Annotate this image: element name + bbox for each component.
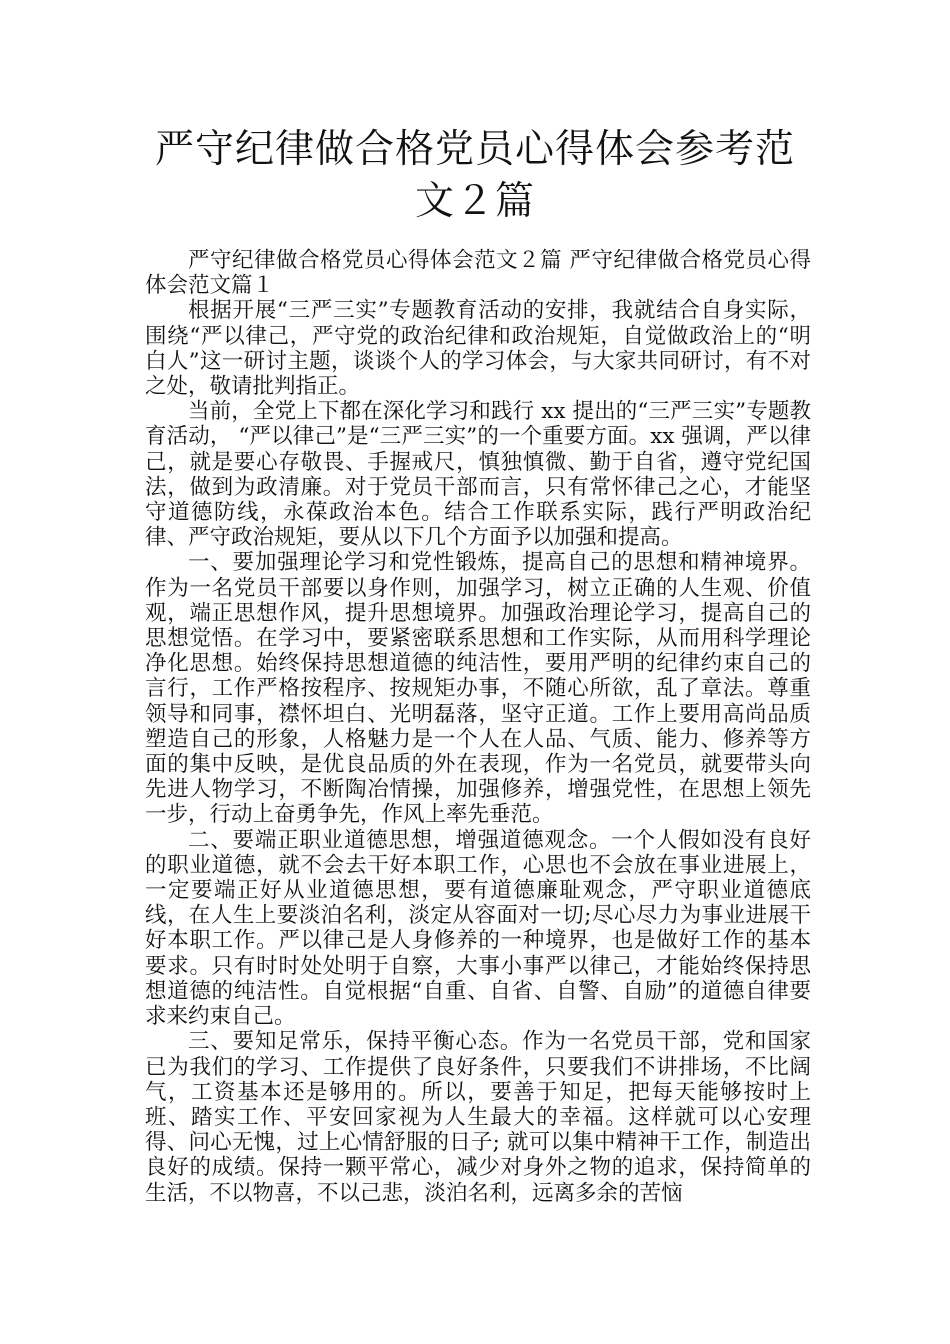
document-body (145, 248, 811, 1206)
paragraph-intro: 严守纪律做合格党员心得体会范文２篇 严守纪律做合格党员心得体会范文篇１ (145, 248, 811, 299)
paragraph-background: 根据开展“三严三实”专题教育活动的安排，我就结合自身实际，围绕“严以律己，严守党的政治纪律和政治规矩，自觉做政治上的“明白人”这一研讨主题，谈谈个人的学习体会，与大家共同研讨，有不对之处，敬请批判指正。 (145, 298, 811, 400)
paragraph-point-two: 二、要端正职业道德思想，增强道德观念。一个人假如没有良好的职业道德，就不会去干好本职工作，心思也不会放在事业进展上，一定要端正好从业道德思想，要有道德廉耻观念，严守职业道德底线，在人生上要淡泊名利，淡定从容面对一切;尽心尽力为事业进展干好本职工作。严以律己是人身修养的一种境界，也是做好工作的基本要求。只有时时处处明于自察，大事小事严以律己，才能始终保持思想道德的纯洁性。自觉根据“自重、自省、自警、自励”的道德自律要求来约束自己。 (145, 827, 811, 1030)
paragraph-point-three: 三、要知足常乐，保持平衡心态。作为一名党员干部，党和国家已为我们的学习、工作提供了良好条件，只要我们不讲排场，不比阔气，工资基本还是够用的。所以，要善于知足，把每天能够按时上班、踏实工作、平安回家视为人生最大的幸福。这样就可以心安理得、问心无愧，过上心情舒服的日子; 就可以集中精神干工作，制造出良好的成绩。保持一颗平常心，减少对身外之物的追求，保持简单的生活，不以物喜，不以己悲，淡泊名利，远离多余的苦恼 (145, 1029, 811, 1206)
document-title: 严守纪律做合格党员心得体会参考范文２篇 (154, 127, 795, 224)
paragraph-context: 当前，全党上下都在深化学习和践行 xx 提出的“三严三实”专题教育活动， “严以律己”是“三严三实”的一个重要方面。xx 强调，严以律己，就是要心存敬畏、手握戒尺，慎独慎微、勤于自省，遵守党纪国法，做到为政清廉。对于党员干部而言，只有常怀律己之心，才能坚守道德防线，永葆政治本色。结合工作联系实际，践行严明政治纪律、严守政治规矩，要从以下几个方面予以加强和提高。 (145, 399, 811, 551)
paragraph-point-one: 一、要加强理论学习和党性锻炼，提高自己的思想和精神境界。作为一名党员干部要以身作则，加强学习，树立正确的人生观、价值观，端正思想作风，提升思想境界。加强政治理论学习，提高自己的思想觉悟。在学习中，要紧密联系思想和工作实际，从而用科学理论净化思想。始终保持思想道德的纯洁性，要用严明的纪律约束自己的言行，工作严格按程序、按规矩办事，不随心所欲，乱了章法。尊重领导和同事，襟怀坦白、光明磊落，坚守正道。工作上要用高尚品质塑造自己的形象，人格魅力是一个人在人品、气质、能力、修养等方面的集中反映，是优良品质的外在表现，作为一名党员，就要带头向先进人物学习，不断陶冶情操，加强修养，增强党性，在思想上领先一步，行动上奋勇争先，作风上率先垂范。 (145, 550, 811, 828)
